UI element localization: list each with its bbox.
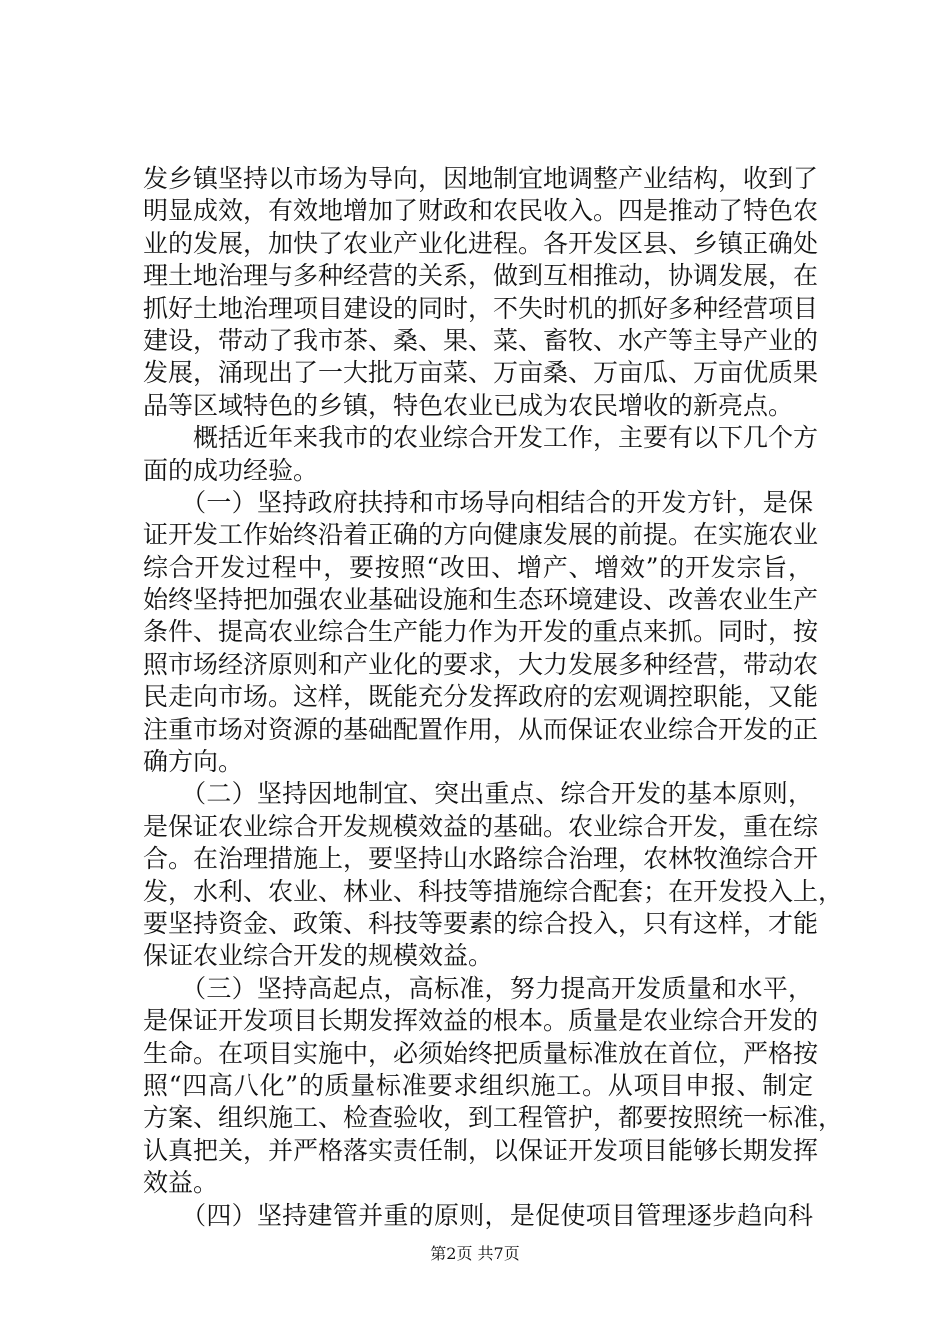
text-line: （二）坚持因地制宜、突出重点、综合开发的基本原则， [143, 779, 813, 809]
text-line: 理土地治理与多种经营的关系，做到互相推动，协调发展，在 [143, 261, 819, 291]
text-line: 发展，涌现出了一大批万亩菜、万亩桑、万亩瓜、万亩优质果 [143, 358, 819, 388]
text-line: 保证农业综合开发的规模效益。 [143, 941, 494, 971]
text-line: 方案、组织施工、检查验收，到工程管护，都要按照统一标准， [143, 1103, 844, 1133]
text-line: 业的发展，加快了农业产业化进程。各开发区县、乡镇正确处 [143, 228, 819, 258]
text-line: 效益。 [143, 1168, 219, 1198]
text-line: 综合开发过程中，要按照“改田、增产、增效”的开发宗旨， [143, 552, 813, 582]
text-line: 抓好土地治理项目建设的同时，不失时机的抓好多种经营项目 [143, 293, 819, 323]
text-line: 照市场经济原则和产业化的要求，大力发展多种经营，带动农 [143, 649, 819, 679]
page-footer [0, 1244, 950, 1264]
text-line: 发，水利、农业、林业、科技等措施综合配套；在开发投入上， [143, 876, 844, 906]
text-line: （三）坚持高起点，高标准，努力提高开发质量和水平， [143, 973, 813, 1003]
text-line: 条件、提高农业综合生产能力作为开发的重点来抓。同时，按 [143, 617, 819, 647]
text-line: 概括近年来我市的农业综合开发工作，主要有以下几个方 [143, 423, 819, 453]
text-line: 确方向。 [143, 747, 244, 777]
text-line: 发乡镇坚持以市场为导向，因地制宜地调整产业结构，收到了 [143, 164, 819, 193]
text-line: 证开发工作始终沿着正确的方向健康发展的前提。在实施农业 [143, 520, 819, 550]
text-line: 合。在治理措施上，要坚持山水路综合治理，农林牧渔综合开 [143, 844, 819, 874]
text-line: （一）坚持政府扶持和市场导向相结合的开发方针，是保 [143, 487, 813, 517]
page-number-label: 第2页 共7页 [430, 1244, 520, 1263]
text-line: 始终坚持把加强农业基础设施和生态环境建设、改善农业生产 [143, 585, 819, 615]
text-line: 建设，带动了我市茶、桑、果、菜、畜牧、水产等主导产业的 [143, 325, 819, 355]
text-line: 注重市场对资源的基础配置作用，从而保证农业综合开发的正 [143, 714, 819, 744]
text-line: 民走向市场。这样，既能充分发挥政府的宏观调控职能，又能 [143, 682, 819, 712]
text-line: 生命。在项目实施中，必须始终把质量标准放在首位，严格按 [143, 1038, 819, 1068]
text-line: 品等区域特色的乡镇，特色农业已成为农民增收的新亮点。 [143, 390, 794, 420]
text-line: 是保证开发项目长期发挥效益的根本。质量是农业综合开发的 [143, 1006, 819, 1036]
text-line: （四）坚持建管并重的原则，是促使项目管理逐步趋向科 [143, 1200, 813, 1230]
text-line: 是保证农业综合开发规模效益的基础。农业综合开发，重在综 [143, 811, 819, 841]
text-line: 面的成功经验。 [143, 455, 319, 485]
document-body [143, 163, 844, 1232]
text-line: 要坚持资金、政策、科技等要素的综合投入，只有这样，才能 [143, 908, 819, 938]
text-line: 认真把关，并严格落实责任制，以保证开发项目能够长期发挥 [143, 1135, 819, 1165]
text-line: 明显成效，有效地增加了财政和农民收入。四是推动了特色农 [143, 196, 819, 226]
text-line: 照“四高八化”的质量标准要求组织施工。从项目申报、制定 [143, 1070, 813, 1100]
